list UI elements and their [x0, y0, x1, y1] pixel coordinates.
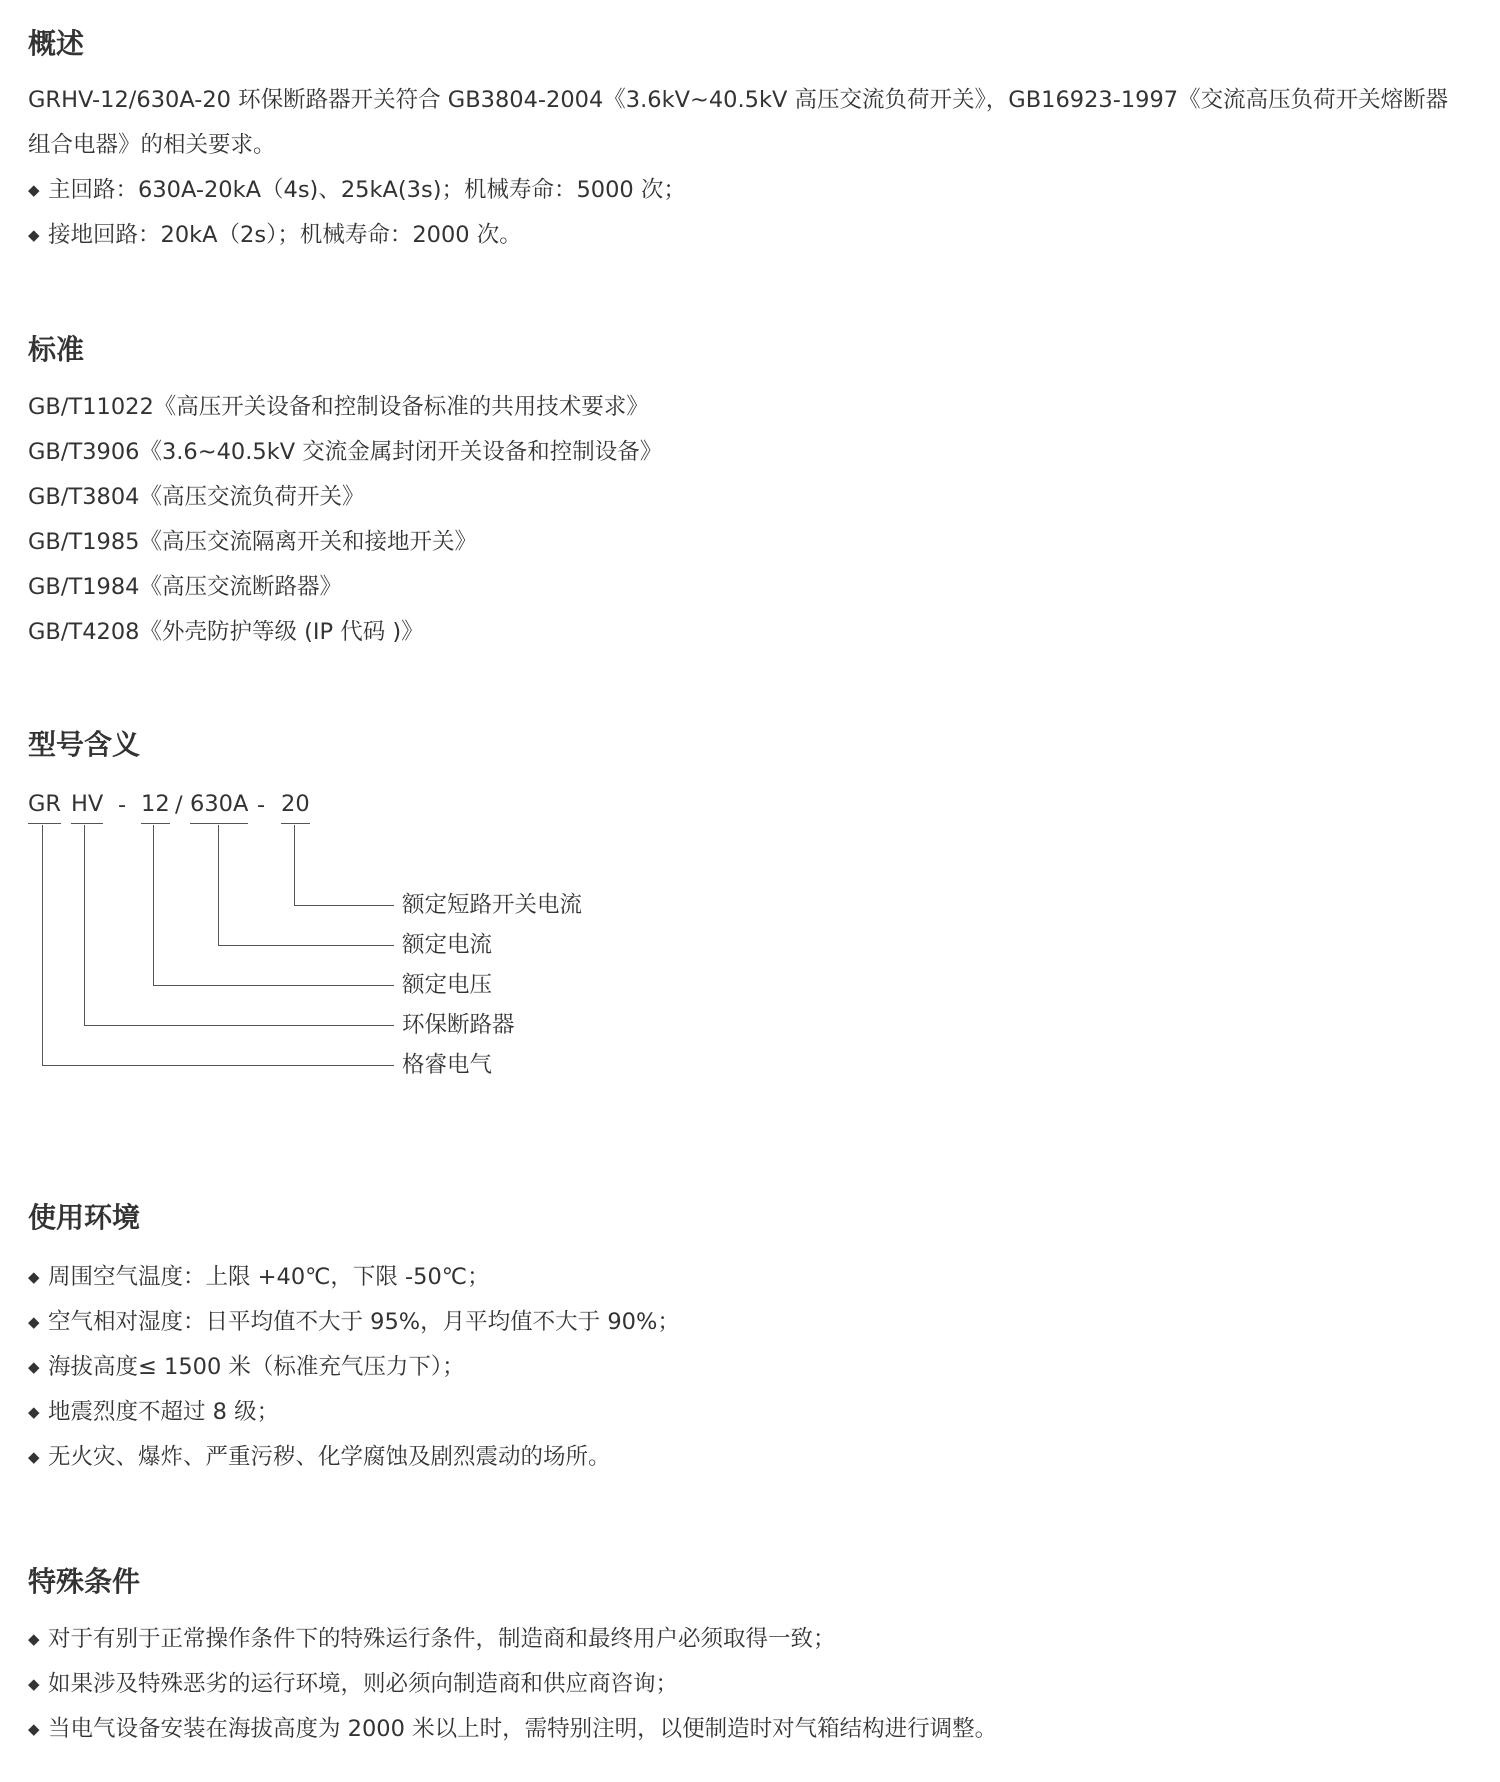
environment-bullet-text: 无火灾、爆炸、严重污秽、化学腐蚀及剧烈震动的场所。 — [48, 1444, 611, 1470]
diamond-bullet-icon: ◆ — [28, 1720, 40, 1738]
special-bullet-text: 当电气设备安装在海拔高度为 2000 米以上时，需特别注明，以便制造时对气箱结构进行调整。 — [48, 1716, 998, 1742]
model-code-diagram — [28, 785, 728, 1105]
code-part-dash: - — [118, 792, 127, 818]
label-rated-voltage: 额定电压 — [402, 972, 493, 998]
overview-bullet-text: 主回路：630A-20kA（4s)、25kA(3s)；机械寿命：5000 次； — [48, 177, 686, 203]
diamond-bullet-icon: ◆ — [28, 1358, 40, 1376]
standards-title: 标准 — [28, 333, 85, 366]
connector-line — [294, 905, 394, 906]
environment-bullet — [28, 1300, 680, 1345]
connector-line — [153, 985, 394, 986]
standard-item: GB/T4208《外壳防护等级 (IP 代码 )》 — [28, 619, 424, 645]
special-bullet — [28, 1707, 997, 1752]
label-manufacturer: 格睿电气 — [402, 1052, 493, 1078]
connector-line — [294, 825, 295, 905]
standard-item: GB/T1984《高压交流断路器》 — [28, 574, 342, 600]
code-part-hv: HV — [71, 785, 103, 824]
code-part-current: 630A — [190, 785, 248, 824]
overview-bullet — [28, 168, 686, 213]
overview-bullet — [28, 213, 522, 258]
environment-bullet — [28, 1390, 279, 1435]
connector-line — [153, 825, 154, 985]
environment-bullet-text: 地震烈度不超过 8 级； — [48, 1399, 280, 1425]
code-part-gr: GR — [28, 785, 61, 824]
environment-bullet — [28, 1255, 490, 1300]
special-title: 特殊条件 — [28, 1565, 141, 1598]
diamond-bullet-icon: ◆ — [28, 226, 40, 244]
overview-paragraph: GRHV-12/630A-20 环保断路器开关符合 GB3804-2004《3.6kV~40.5kV 高压交流负荷开关》，GB16923-1997《交流高压负荷开关熔断器组合电器》的相关要求。 — [28, 87, 1449, 158]
standard-item: GB/T11022《高压开关设备和控制设备标准的共用技术要求》 — [28, 394, 649, 420]
diamond-bullet-icon: ◆ — [28, 1403, 40, 1421]
diamond-bullet-icon: ◆ — [28, 1268, 40, 1286]
label-rated-current: 额定电流 — [402, 932, 493, 958]
diamond-bullet-icon: ◆ — [28, 1675, 40, 1693]
model-title: 型号含义 — [28, 728, 141, 761]
overview-bullet-text: 接地回路：20kA（2s）；机械寿命：2000 次。 — [48, 222, 522, 248]
code-part-dash: - — [257, 792, 266, 818]
special-bullet-text: 对于有别于正常操作条件下的特殊运行条件，制造商和最终用户必须取得一致； — [48, 1626, 836, 1652]
code-part-voltage: 12 — [141, 785, 170, 824]
standard-item: GB/T1985《高压交流隔离开关和接地开关》 — [28, 529, 477, 555]
connector-line — [84, 825, 85, 1025]
environment-title: 使用环境 — [28, 1201, 141, 1234]
special-bullet — [28, 1617, 836, 1662]
overview-title: 概述 — [28, 27, 85, 60]
connector-line — [42, 825, 43, 1065]
standard-item: GB/T3906《3.6~40.5kV 交流金属封闭开关设备和控制设备》 — [28, 439, 663, 465]
environment-bullet — [28, 1345, 465, 1390]
environment-bullet — [28, 1435, 611, 1480]
code-part-short-circuit: 20 — [281, 785, 310, 824]
diamond-bullet-icon: ◆ — [28, 1313, 40, 1331]
special-bullet-text: 如果涉及特殊恶劣的运行环境，则必须向制造商和供应商咨询； — [48, 1671, 679, 1697]
diamond-bullet-icon: ◆ — [28, 1630, 40, 1648]
code-part-slash: / — [175, 792, 183, 818]
diamond-bullet-icon: ◆ — [28, 181, 40, 199]
special-bullet — [28, 1662, 678, 1707]
environment-bullet-text: 空气相对湿度：日平均值不大于 95%，月平均值不大于 90%； — [48, 1309, 680, 1335]
environment-bullet-text: 周围空气温度：上限 +40℃，下限 -50℃； — [48, 1264, 490, 1290]
label-rated-short-circuit-current: 额定短路开关电流 — [402, 892, 583, 918]
environment-bullet-text: 海拔高度≤ 1500 米（标准充气压力下）； — [48, 1354, 465, 1380]
connector-line — [84, 1025, 394, 1026]
connector-line — [42, 1065, 394, 1066]
standard-item: GB/T3804《高压交流负荷开关》 — [28, 484, 365, 510]
connector-line — [218, 825, 219, 945]
diamond-bullet-icon: ◆ — [28, 1448, 40, 1466]
label-eco-breaker: 环保断路器 — [402, 1012, 515, 1038]
connector-line — [218, 945, 394, 946]
